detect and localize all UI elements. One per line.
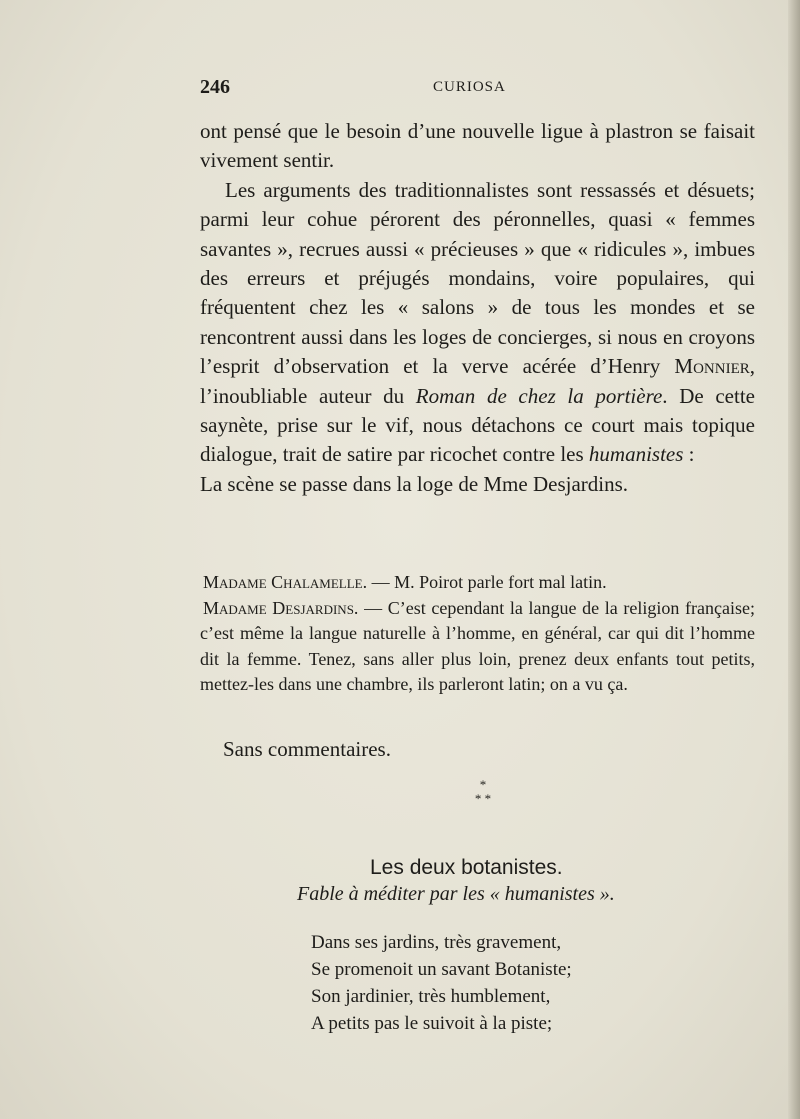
poem-line: Se promenoit un savant Botaniste; — [311, 959, 572, 980]
page-header — [200, 76, 756, 102]
paragraph-1: ont pensé que le besoin d’une nouvelle ligue à plastron se faisait vivement sentir. — [200, 119, 755, 173]
dialogue-line-2 — [200, 596, 755, 698]
poem-line: Son jardinier, très humblement, — [311, 986, 551, 1007]
separator-top-star: * — [479, 777, 487, 792]
dialogue-line-1 — [200, 570, 755, 596]
paragraph-2-text-a: Les arguments des traditionnalistes sont ressassés et désuets; parmi leur cohue pérorent des péronnelles, quasi « femmes savantes », recrues aussi « précieuses » que « ridicules », imbues des erreurs et préjugés mondains, voire populaires, qui fréquentent chez les « salons » de tous les mondes et se rencontrent aussi dans les loges de concierges, si nous en croyons l’esprit d’observation et la verve acérée d’Henry — [200, 177, 755, 379]
dialogue-text-2: — C’est cependant la langue de la religion française; c’est même la langue naturelle à l’homme, en général, car qui dit l’homme dit la femme. Tenez, sans aller plus loin, prenez deux enfants tout petits, mettez-les dans une chambre, ils parleront latin; on a vu ça. — [200, 597, 756, 694]
page-edge-shadow — [788, 0, 800, 1119]
separator-bottom-stars: * * — [474, 791, 492, 806]
poem — [311, 929, 572, 1037]
dialogue-block — [200, 570, 755, 698]
paragraph-2-text-d: : — [683, 442, 695, 467]
dialogue-text-1: — M. Poirot parle fort mal latin. — [367, 572, 607, 592]
fable-subtitle — [297, 883, 615, 906]
paragraph-2-text-b: , l’inoubliable auteur du — [200, 354, 755, 408]
paragraph-3: La scène se passe dans la loge de Mme Desjardins. — [200, 471, 629, 496]
section-separator — [462, 778, 504, 816]
speaker-desjardins: Madame Desjardins. — [203, 597, 359, 618]
speaker-chalamelle: Madame Chalamelle. — [203, 572, 368, 592]
page-number: 246 — [200, 76, 230, 98]
paragraph-2 — [200, 176, 755, 470]
humanistes-word: humanistes — [588, 442, 684, 467]
fable-subtitle-suffix: ». — [594, 883, 615, 905]
paragraph-2-text-c: . De cette saynète, prise sur le vif, nous détachons ce court mais topique dialogue, trait de satire par ricochet contre les — [200, 383, 755, 467]
fable-subtitle-prefix: Fable à méditer par les « — [297, 883, 505, 905]
running-head: CURIOSA — [433, 79, 506, 95]
book-title: Roman de chez la portière — [415, 383, 663, 408]
fable-subtitle-word: humanistes — [504, 883, 595, 905]
body-text — [200, 117, 755, 499]
fable-title: Les deux botanistes. — [370, 856, 563, 879]
author-name-monnier: Monnier — [674, 354, 750, 379]
closing-remark: Sans commentaires. — [223, 737, 391, 761]
poem-line: Dans ses jardins, très gravement, — [311, 932, 562, 953]
poem-line: A petits pas le suivoit à la piste; — [311, 1013, 553, 1034]
